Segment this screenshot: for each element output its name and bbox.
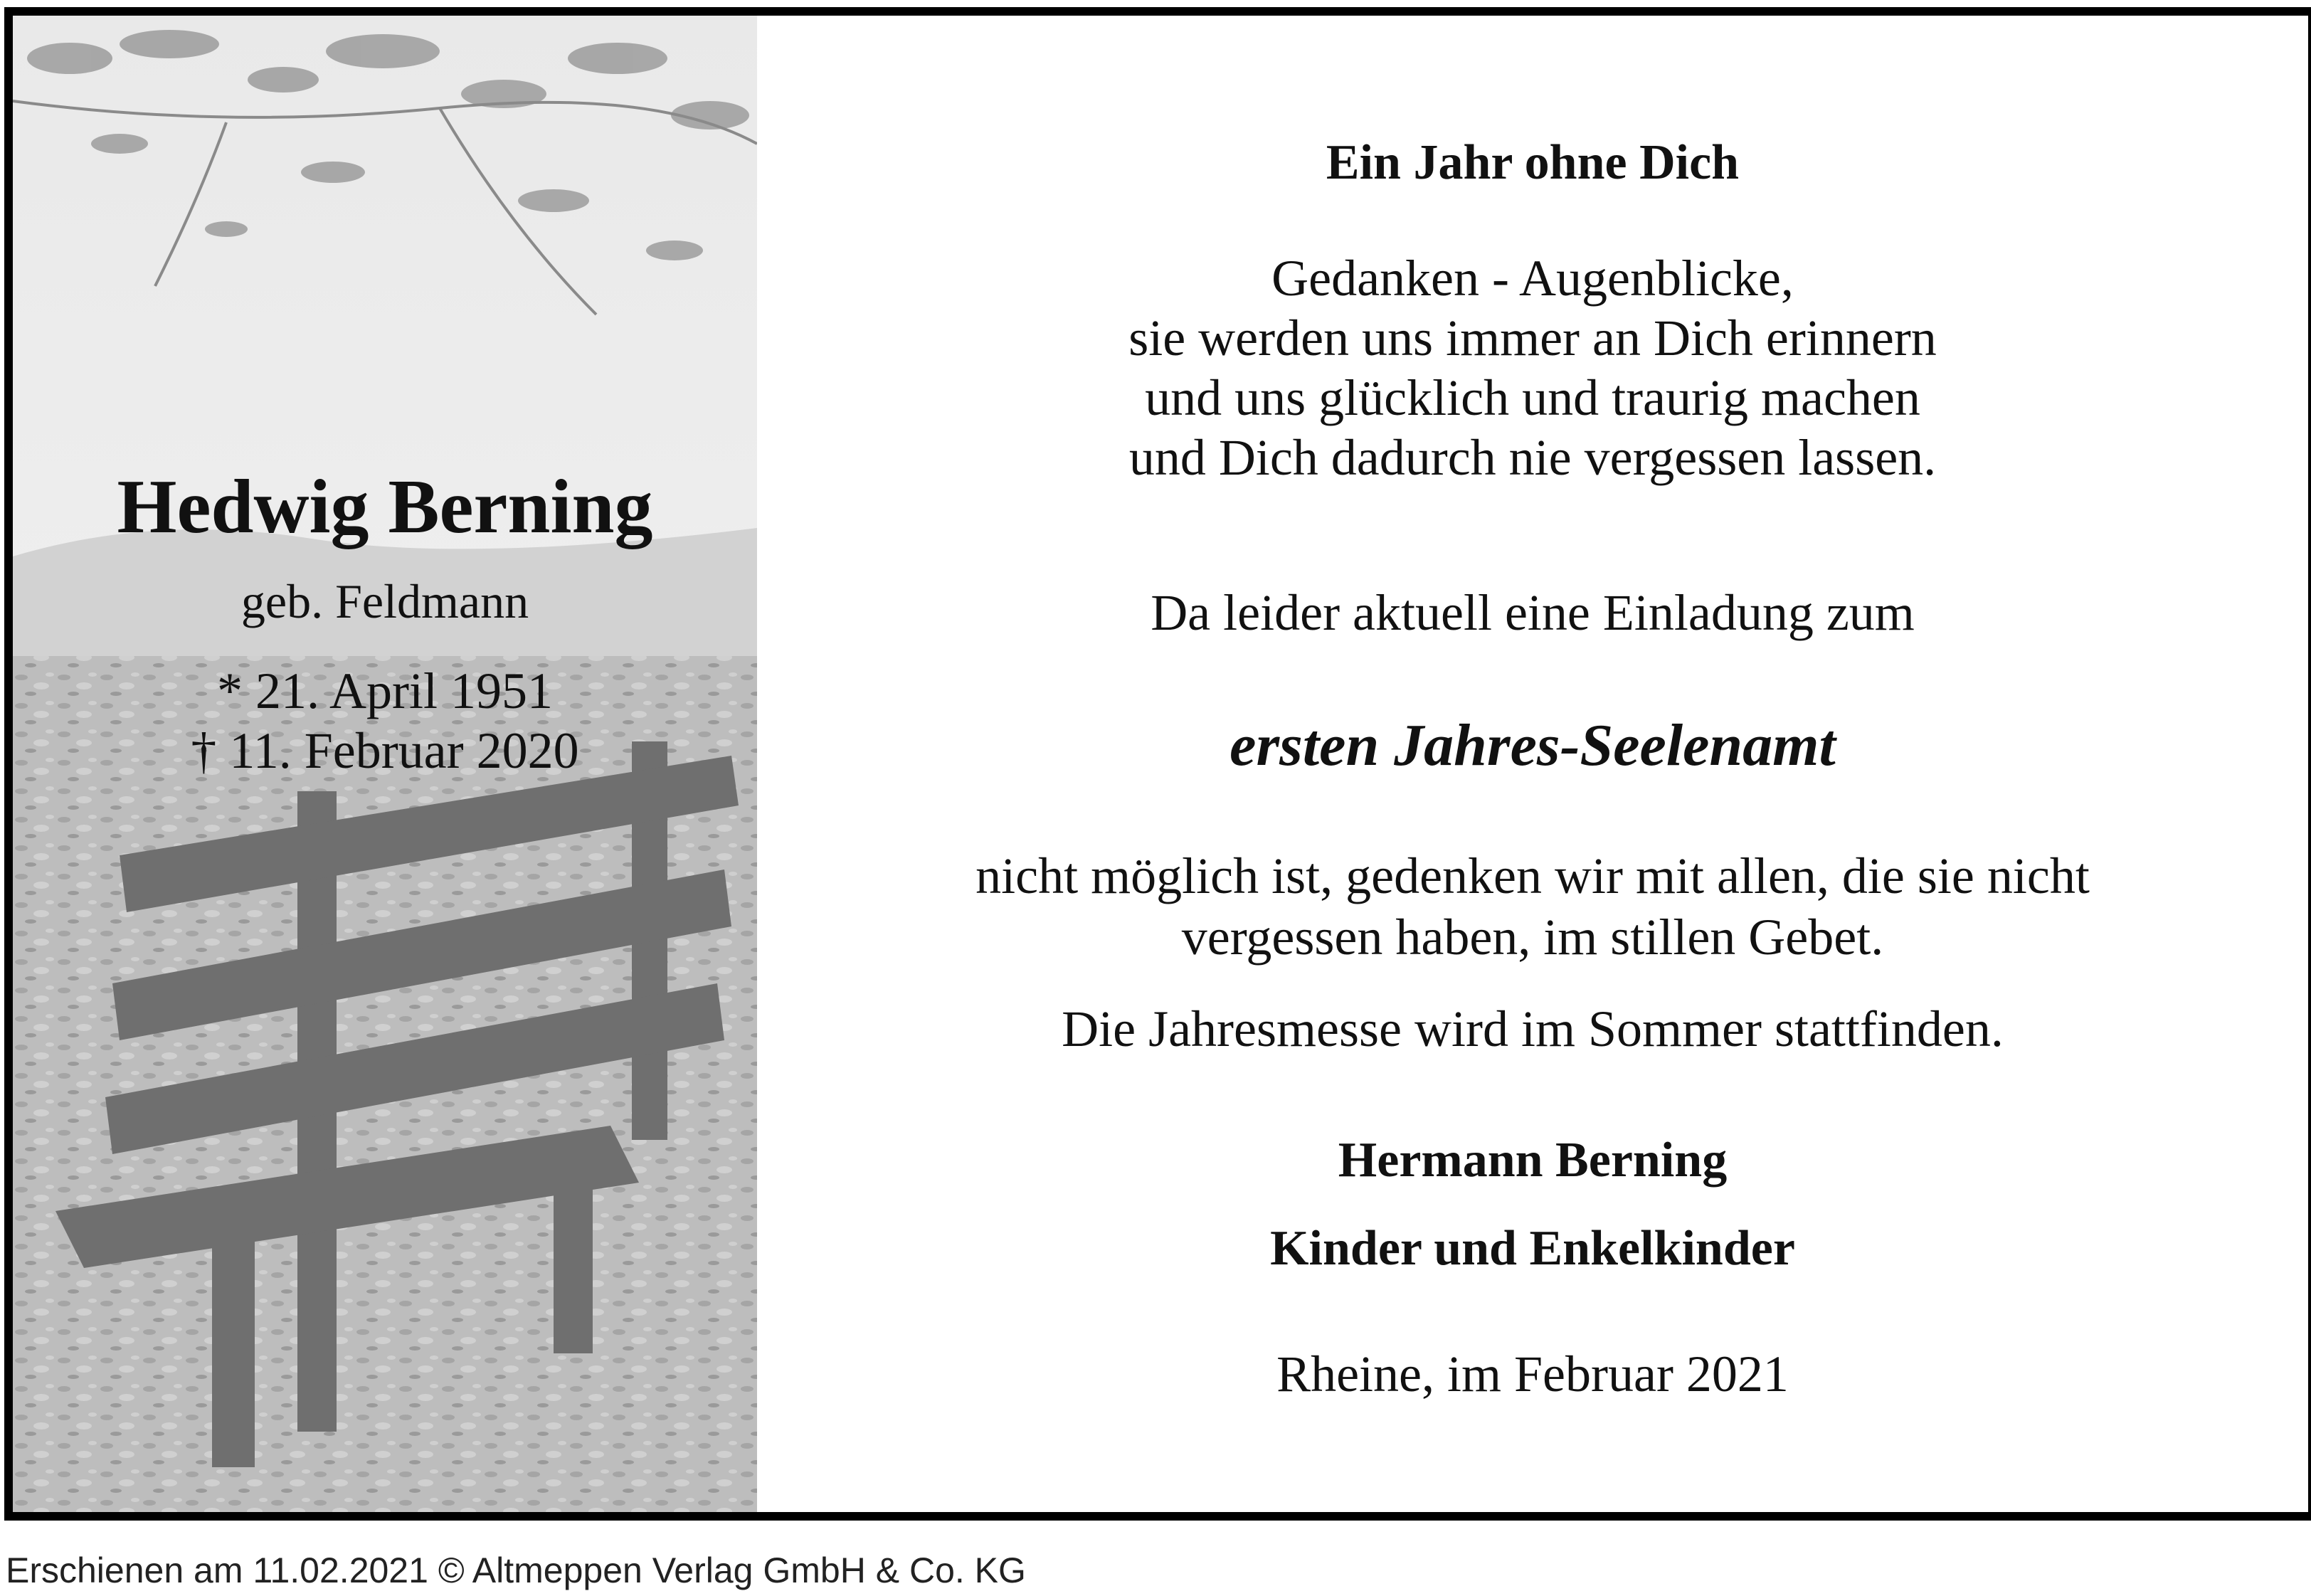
signature-line: Hermann Berning [1338,1133,1728,1188]
death-date: † 11. Februar 2020 [191,722,579,779]
poem-line: sie werden uns immer an Dich erinnern [1128,310,1937,366]
mass-note: Die Jahresmesse wird im Sommer stattfinden. [1062,1000,2004,1057]
invitation-intro: Da leider aktuell eine Einladung zum [1151,584,1915,641]
obituary-frame [4,7,2311,1521]
publication-credit: Erschienen am 11.02.2021 © Altmeppen Verlag GmbH & Co. KG [6,1550,1026,1590]
poem-line: Gedanken - Augenblicke, [1271,250,1794,307]
birth-name: geb. Feldmann [240,574,529,628]
birth-date: * 21. April 1951 [216,662,553,719]
poem-line: und Dich dadurch nie vergessen lassen. [1128,429,1937,486]
body-line: vergessen haben, im stillen Gebet. [1181,909,1884,966]
notice-text-panel [757,16,2308,1512]
poem-line: und uns glücklich und traurig machen [1145,369,1920,426]
event-title: ersten Jahres-Seelenamt [1229,712,1836,778]
body-line: nicht möglich ist, gedenken wir mit allen, die sie nicht [975,847,2090,904]
signature-line: Kinder und Enkelkinder [1270,1221,1795,1276]
photo-panel [13,16,757,1512]
place-date: Rheine, im Februar 2021 [1276,1346,1789,1402]
deceased-name: Hedwig Berning [117,465,653,549]
notice-heading: Ein Jahr ohne Dich [1326,135,1740,190]
